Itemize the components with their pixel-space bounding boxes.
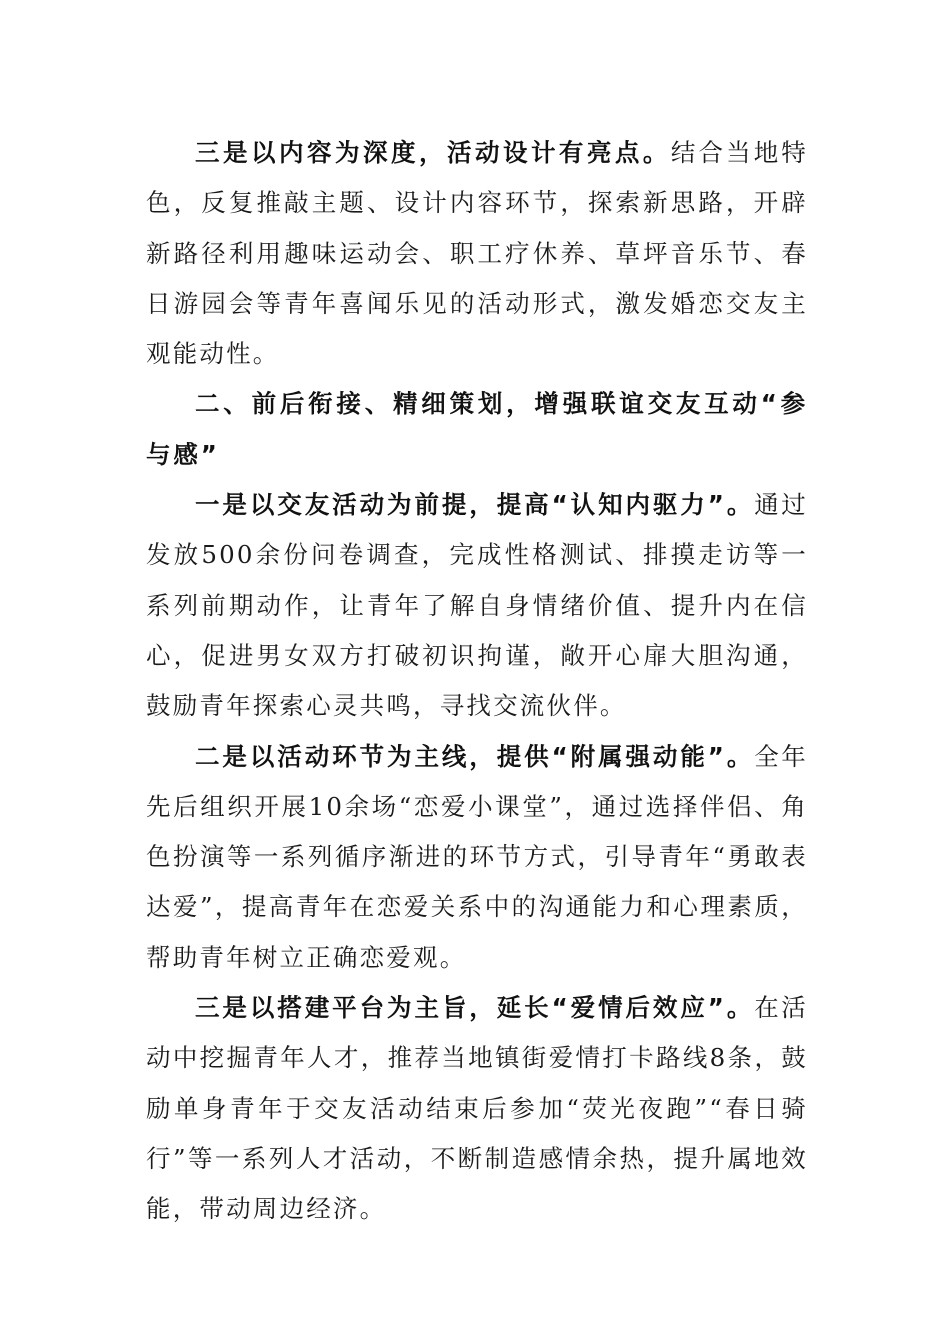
paragraph-lead: 二是以活动环节为主线，提供“附属强动能”。: [195, 741, 755, 771]
paragraph-lead: 三是以内容为深度，活动设计有亮点。: [195, 138, 671, 167]
paragraph-lead: 三是以搭建平台为主旨，延长“爱情后效应”。: [195, 993, 755, 1023]
paragraph-item-1: [146, 480, 808, 731]
paragraph-lead: 一是以交友活动为前提，提高“认知内驱力”。: [195, 490, 755, 520]
paragraph-text: 在活动中挖掘青年人才，推荐当地镇街爱情打卡路线8条，鼓励单身青年于交友活动结束后参加“荧光夜跑”“春日骑行”等一系列人才活动，不断制造感情余热，提升属地效能，带动周边经济。: [146, 993, 808, 1224]
paragraph-content-depth: [146, 128, 808, 379]
section-heading: 二、前后衔接、精细策划，增强联谊交友互动“参与感”: [146, 389, 808, 469]
document-body: [146, 128, 808, 1235]
paragraph-item-3: [146, 983, 808, 1234]
paragraph-text: 全年先后组织开展10余场“恋爱小课堂”，通过选择伴侣、角色扮演等一系列循序渐进的环节方式，引导青年“勇敢表达爱”，提高青年在恋爱关系中的沟通能力和心理素质，帮助青年树立正确恋爱观。: [146, 741, 808, 972]
paragraph-text: 结合当地特色，反复推敲主题、设计内容环节，探索新思路，开辟新路径利用趣味运动会、职工疗休养、草坪音乐节、春日游园会等青年喜闻乐见的活动形式，激发婚恋交友主观能动性。: [146, 138, 809, 369]
paragraph-item-2: [146, 732, 808, 983]
paragraph-text: 通过发放500余份问卷调查，完成性格测试、排摸走访等一系列前期动作，让青年了解自身情绪价值、提升内在信心，促进男女双方打破初识拘谨，敞开心扉大胆沟通，鼓励青年探索心灵共鸣，寻找交流伙伴。: [146, 490, 808, 721]
